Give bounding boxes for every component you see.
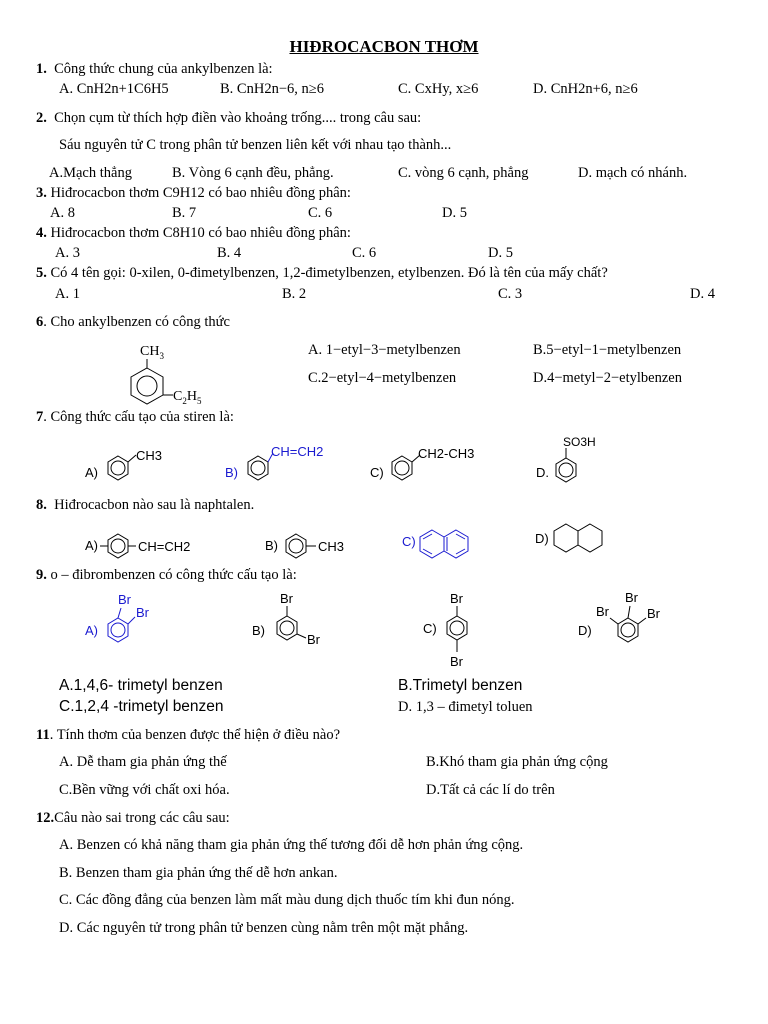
- q5-option-a[interactable]: A. 1: [55, 286, 80, 302]
- q8-option-a[interactable]: [85, 534, 190, 558]
- q6-option-c[interactable]: C.2−etyl−4−metylbenzen: [308, 370, 457, 386]
- svg-text:A): A): [85, 623, 98, 638]
- q10-option-c[interactable]: C.1,2,4 -trimetyl benzen: [59, 698, 224, 715]
- svg-text:Br: Br: [596, 604, 609, 619]
- question-text: Có 4 tên gọi: 0-xilen, 0-đimetylbenzen, 1,2-đimetylbenzen, etylbenzen. Đó là tên của mấy chất?: [50, 265, 608, 281]
- question-5: [36, 265, 608, 282]
- question-number: 2.: [36, 110, 47, 126]
- question-12: [36, 810, 230, 827]
- q7-option-a[interactable]: [85, 448, 162, 480]
- svg-text:D): D): [535, 531, 549, 546]
- q7-option-b[interactable]: [225, 444, 323, 480]
- q1-option-c[interactable]: C. CxHy, x≥6: [398, 81, 479, 97]
- svg-text:CH=CH2: CH=CH2: [271, 444, 324, 459]
- q11-option-c[interactable]: C.Bền vững với chất oxi hóa.: [59, 782, 230, 798]
- svg-text:B): B): [265, 538, 278, 553]
- q3-option-a[interactable]: A. 8: [50, 205, 75, 221]
- svg-text:CH=CH2: CH=CH2: [138, 539, 191, 554]
- q9-option-b[interactable]: [252, 591, 321, 647]
- svg-text:Br: Br: [450, 654, 463, 669]
- svg-text:Br: Br: [118, 592, 131, 607]
- question-text: Câu nào sai trong các câu sau:: [54, 810, 230, 826]
- q2-option-b[interactable]: B. Vòng 6 cạnh đều, phẳng.: [172, 165, 334, 181]
- q12-option-c[interactable]: C. Các đồng đẳng của benzen làm mất màu dung dịch thuốc tím khi đun nóng.: [59, 892, 515, 908]
- question-number: 6: [36, 314, 44, 330]
- q10-option-b[interactable]: B.Trimetyl benzen: [398, 677, 523, 694]
- q10-option-a[interactable]: A.1,4,6- trimetyl benzen: [59, 677, 223, 694]
- question-text: . Công thức cấu tạo của stiren là:: [43, 409, 234, 425]
- question-number: 3.: [36, 185, 47, 201]
- q6-option-a[interactable]: A. 1−etyl−3−metylbenzen: [308, 342, 461, 358]
- c2h5-label: $C_2H_5$: [173, 389, 202, 406]
- question-number: 5.: [36, 265, 47, 281]
- question-number: 9.: [36, 567, 47, 583]
- svg-text:C): C): [402, 534, 416, 549]
- q4-option-d[interactable]: D. 5: [488, 245, 513, 261]
- question-11: [36, 727, 340, 744]
- question-text: . Tính thơm của benzen được thể hiện ở điều nào?: [49, 727, 341, 743]
- svg-text:CH3: CH3: [136, 448, 163, 463]
- question-2: [36, 110, 421, 127]
- q8-option-d[interactable]: [535, 524, 602, 552]
- svg-text:Br: Br: [280, 591, 293, 606]
- q11-option-d[interactable]: D.Tất cả các lí do trên: [426, 782, 555, 798]
- q4-option-c[interactable]: C. 6: [352, 245, 377, 261]
- q9-option-a[interactable]: [85, 592, 150, 642]
- svg-text:D): D): [578, 623, 592, 638]
- q6-option-b[interactable]: B.5−etyl−1−metylbenzen: [533, 342, 682, 358]
- question-7: [36, 409, 234, 426]
- q2-option-a[interactable]: A.Mạch thẳng: [49, 165, 132, 181]
- svg-text:Br: Br: [307, 632, 320, 647]
- q9-structures: [80, 588, 700, 670]
- svg-text:D.: D.: [536, 465, 549, 480]
- q10-option-d[interactable]: D. 1,3 – đimetyl toluen: [398, 699, 533, 715]
- q5-option-d[interactable]: D. 4: [690, 286, 715, 302]
- page-title: HIĐROCACBON THƠM: [289, 37, 479, 56]
- q12-option-b[interactable]: B. Benzen tham gia phản ứng thế dễ hơn ankan.: [59, 865, 338, 881]
- q3-option-d[interactable]: D. 5: [442, 205, 467, 221]
- q7-option-c[interactable]: [370, 446, 474, 480]
- question-number: 11: [36, 727, 50, 743]
- question-text: o – đibrombenzen có công thức cấu tạo là:: [50, 567, 297, 583]
- svg-text:Br: Br: [625, 590, 638, 605]
- svg-text:SO3H: SO3H: [563, 435, 596, 449]
- q5-option-b[interactable]: B. 2: [282, 286, 307, 302]
- q1-option-d[interactable]: D. CnH2n+6, n≥6: [533, 81, 638, 97]
- q9-option-c[interactable]: [423, 591, 467, 669]
- q7-option-d[interactable]: [536, 435, 596, 482]
- q1-option-b[interactable]: B. CnH2n−6, n≥6: [220, 81, 324, 97]
- question-text: Chọn cụm từ thích hợp điền vào khoảng trống.... trong câu sau:: [54, 110, 422, 126]
- question-3: [36, 185, 351, 202]
- svg-text:A): A): [85, 465, 98, 480]
- question-text: Hiđrocacbon nào sau là naphtalen.: [54, 497, 255, 513]
- q11-option-a[interactable]: A. Dễ tham gia phản ứng thế: [59, 754, 227, 770]
- ankylbenzene-structure: [110, 338, 220, 410]
- question-number: 8.: [36, 497, 47, 513]
- question-1: [36, 61, 273, 78]
- question-text: Hiđrocacbon thơm C9H12 có bao nhiêu đồng phân:: [50, 185, 351, 201]
- q2-option-d[interactable]: D. mạch có nhánh.: [578, 165, 688, 181]
- q5-option-c[interactable]: C. 3: [498, 286, 523, 302]
- svg-text:CH2-CH3: CH2-CH3: [418, 446, 475, 461]
- svg-text:Br: Br: [136, 605, 149, 620]
- question-number: 12.: [36, 810, 55, 826]
- question-9: [36, 567, 297, 584]
- q4-option-b[interactable]: B. 4: [217, 245, 242, 261]
- q3-option-b[interactable]: B. 7: [172, 205, 197, 221]
- svg-text:Br: Br: [450, 591, 463, 606]
- question-number: 4.: [36, 225, 47, 241]
- svg-text:C): C): [370, 465, 384, 480]
- question-2-statement: Sáu nguyên tử C trong phân tử benzen liên kết với nhau tạo thành...: [59, 137, 452, 153]
- svg-text:C): C): [423, 621, 437, 636]
- svg-text:CH3: CH3: [318, 539, 345, 554]
- ch3-label: $CH_3$: [140, 344, 164, 361]
- question-8: [36, 497, 254, 514]
- svg-text:Br: Br: [647, 606, 660, 621]
- question-text: . Cho ankylbenzen có công thức: [43, 314, 230, 330]
- q3-option-c[interactable]: C. 6: [308, 205, 333, 221]
- q7-structures: [80, 430, 720, 500]
- q12-option-d[interactable]: D. Các nguyên tử trong phân tử benzen cùng nằm trên một mặt phẳng.: [59, 920, 469, 936]
- question-text: Hiđrocacbon thơm C8H10 có bao nhiêu đồng phân:: [50, 225, 351, 241]
- q2-option-c[interactable]: C. vòng 6 cạnh, phẳng: [398, 165, 529, 181]
- question-6: [36, 314, 230, 331]
- q6-option-d[interactable]: D.4−metyl−2−etylbenzen: [533, 370, 682, 386]
- question-4: [36, 225, 351, 242]
- q1-option-a[interactable]: A. CnH2n+1C6H5: [59, 81, 169, 97]
- svg-text:B): B): [225, 465, 238, 480]
- question-number: 7: [36, 409, 44, 425]
- svg-text:B): B): [252, 623, 265, 638]
- question-text: Công thức chung của ankylbenzen là:: [54, 61, 273, 77]
- q9-option-d[interactable]: [578, 590, 661, 642]
- q8-option-c[interactable]: [402, 530, 468, 558]
- q8-option-b[interactable]: [265, 534, 344, 558]
- q12-option-a[interactable]: A. Benzen có khả năng tham gia phản ứng thế tương đối dễ hơn phản ứng cộng.: [59, 837, 524, 853]
- svg-text:A): A): [85, 538, 98, 553]
- question-number: 1.: [36, 61, 47, 77]
- q8-structures: [80, 516, 700, 566]
- q4-option-a[interactable]: A. 3: [55, 245, 80, 261]
- q11-option-b[interactable]: B.Khó tham gia phản ứng cộng: [426, 754, 608, 770]
